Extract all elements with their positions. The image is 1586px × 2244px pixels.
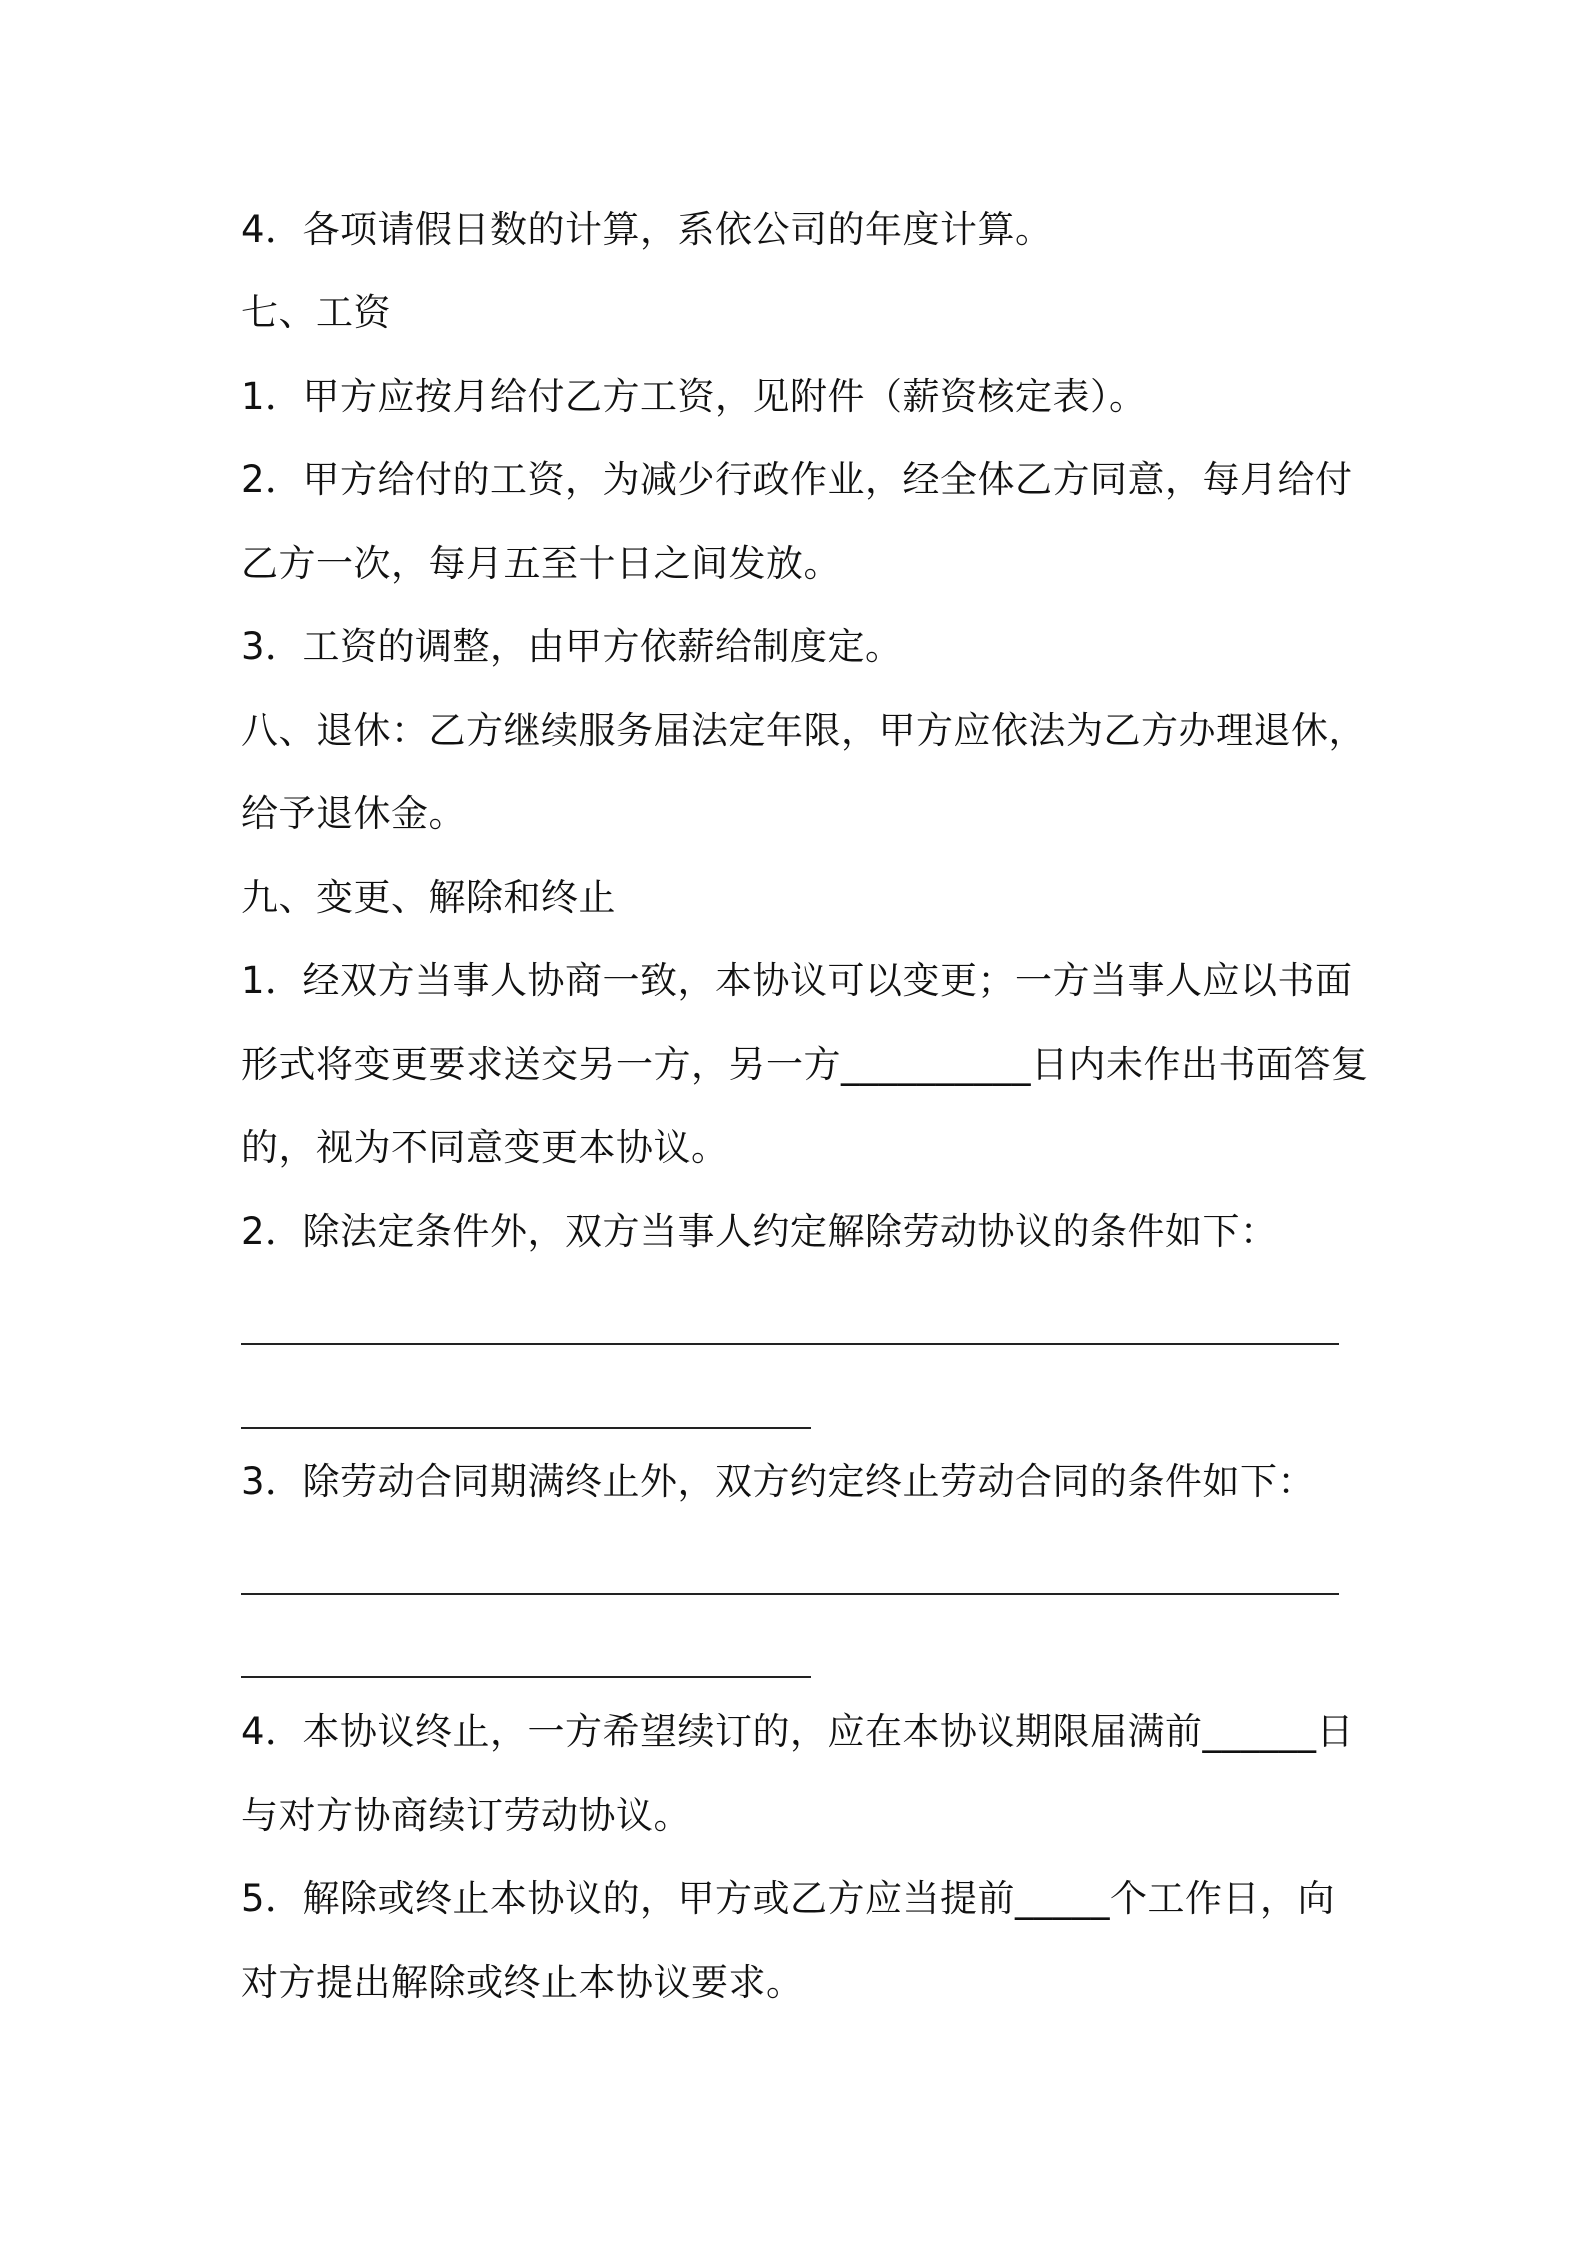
blank-line-9-2-second xyxy=(241,1427,811,1429)
clause-9-3: 3．除劳动合同期满终止外，双方约定终止劳动合同的条件如下： xyxy=(241,1460,1316,1503)
section-8-retirement-line-1: 八、退休：乙方继续服务届法定年限，甲方应依法为乙方办理退休， xyxy=(241,709,1366,752)
clause-wage-2-line-2: 乙方一次，每月五至十日之间发放。 xyxy=(241,542,841,585)
section-9-heading: 九、变更、解除和终止 xyxy=(241,876,616,919)
clause-9-4-line-1: 4．本协议终止，一方希望续订的，应在本协议期限届满前______日 xyxy=(241,1710,1355,1753)
clause-9-5-line-1: 5．解除或终止本协议的，甲方或乙方应当提前_____个工作日，向 xyxy=(241,1877,1336,1920)
blank-line-9-3-second xyxy=(241,1676,811,1678)
clause-9-1-line-2: 形式将变更要求送交另一方，另一方__________日内未作出书面答复 xyxy=(241,1043,1369,1086)
section-7-heading-wages: 七、工资 xyxy=(241,291,391,334)
clause-wage-3: 3．工资的调整，由甲方依薪给制度定。 xyxy=(241,625,903,668)
clause-9-5-line-2: 对方提出解除或终止本协议要求。 xyxy=(241,1961,804,2004)
clause-7-4-leave-calculation: 4．各项请假日数的计算，系依公司的年度计算。 xyxy=(241,208,1053,251)
clause-9-1-line-3: 的，视为不同意变更本协议。 xyxy=(241,1126,729,1169)
clause-9-2: 2．除法定条件外，双方当事人约定解除劳动协议的条件如下： xyxy=(241,1210,1278,1253)
section-8-retirement-line-2: 给予退休金。 xyxy=(241,792,466,835)
blank-line-9-3-first xyxy=(241,1593,1339,1595)
clause-wage-2-line-1: 2．甲方给付的工资，为减少行政作业，经全体乙方同意，每月给付 xyxy=(241,458,1353,501)
clause-9-1-line-1: 1．经双方当事人协商一致，本协议可以变更；一方当事人应以书面 xyxy=(241,959,1353,1002)
clause-wage-1: 1．甲方应按月给付乙方工资，见附件（薪资核定表）。 xyxy=(241,375,1147,418)
blank-line-9-2-first xyxy=(241,1343,1339,1345)
clause-9-4-line-2: 与对方协商续订劳动协议。 xyxy=(241,1794,691,1837)
